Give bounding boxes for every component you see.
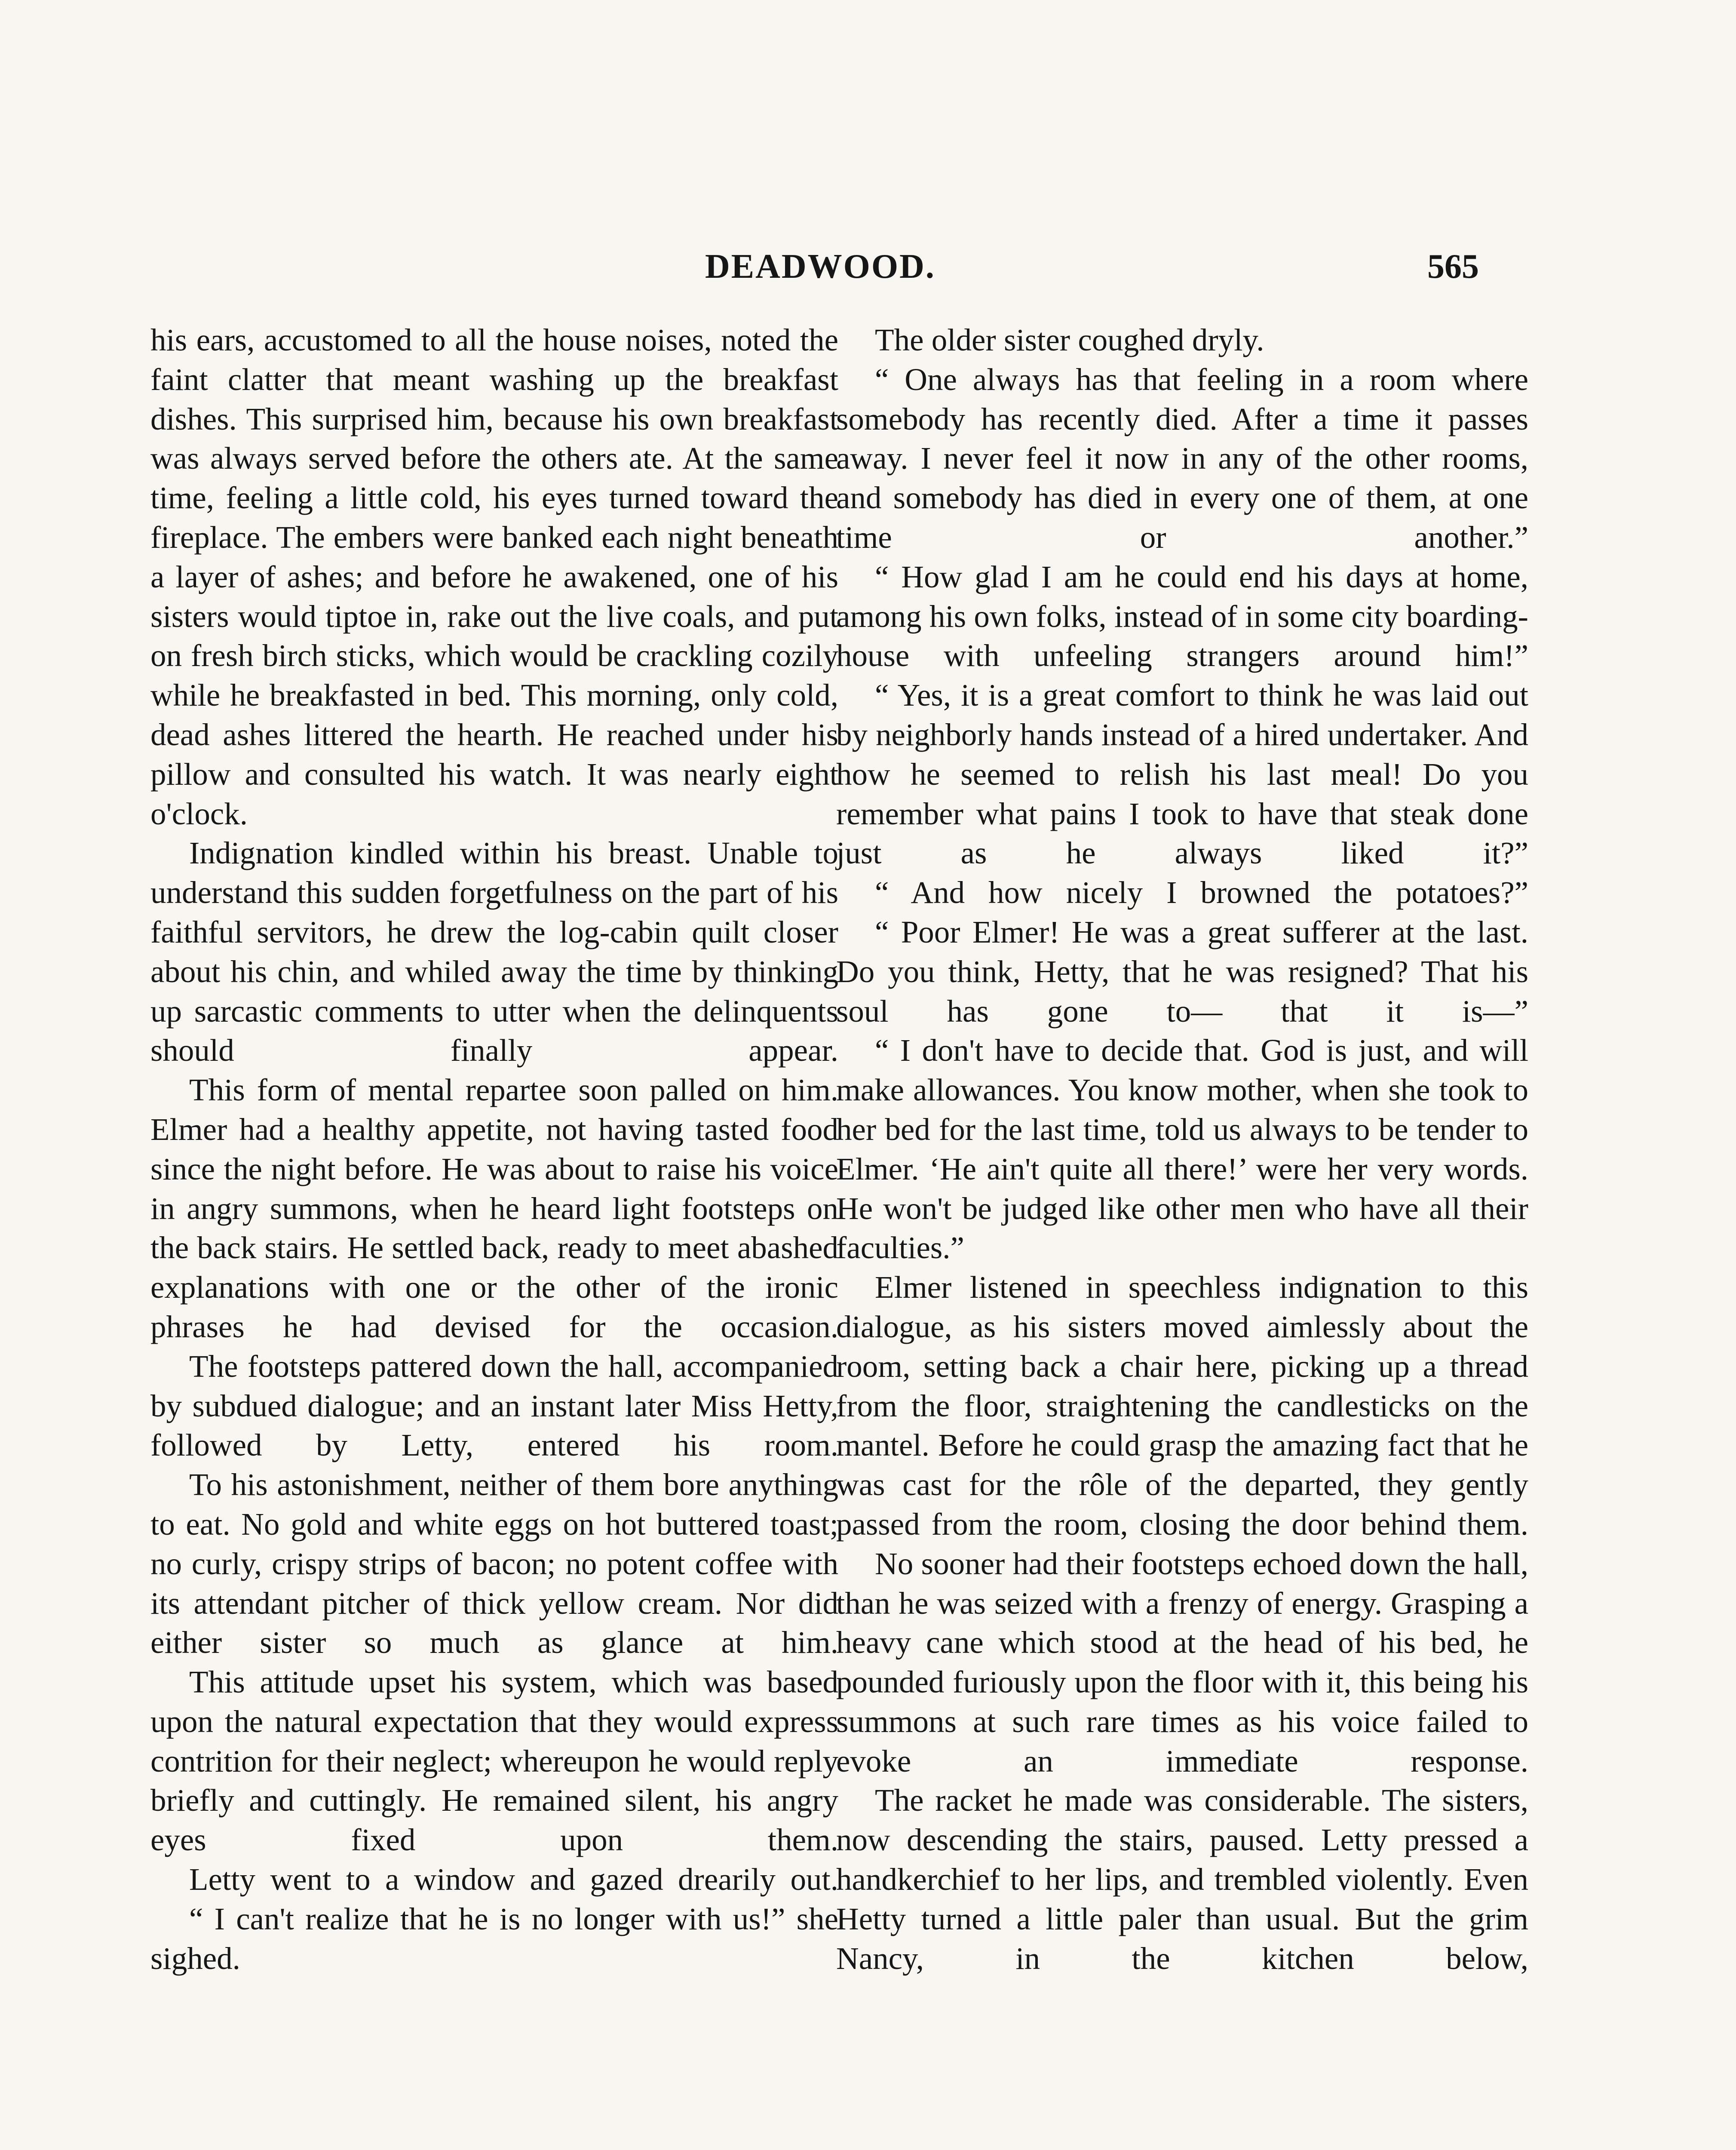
left-text-column: [150, 320, 838, 1978]
paragraph: This attitude upset his system, which was based upon the natural expectation that they would express contrition for their neglect; whereupon he would reply briefly and cuttingly. He remained silent, his angry eyes fixed upon them.: [150, 1665, 838, 1858]
page-number: 565: [1427, 248, 1479, 286]
paragraph: The footsteps pattered down the hall, accompanied by subdued dialogue; and an instant later Miss Hetty, followed by Letty, entered his room.: [150, 1348, 838, 1463]
paragraph: “ Yes, it is a great comfort to think he was laid out by neighborly hands instead of a hired undertaker. And how he seemed to relish his last meal! Do you remember what pains I took to have that steak done just as he always liked it?”: [836, 678, 1528, 871]
paragraph: This form of mental repartee soon palled on him. Elmer had a healthy appetite, not having tasted food since the night before. He was about to raise his voice in angry summons, when he heard light footsteps on the back stairs. He settled back, ready to meet abashed explanations with one or the other of the ironic phrases he had devised for the occasion.: [150, 1072, 838, 1344]
paragraph: To his astonishment, neither of them bore anything to eat. No gold and white eggs on hot buttered toast; no curly, crispy strips of bacon; no potent coffee with its attendant pitcher of thick yellow cream. Nor did either sister so much as glance at him.: [150, 1467, 838, 1660]
paragraph: The older sister coughed dryly.: [875, 322, 1264, 357]
paragraph: “ I don't have to decide that. God is just, and will make allowances. You know mother, when she took to her bed for the last time, told us always to be tender to Elmer. ‘He ain't quite all there!’ were her very words. He won't be judged like other men who have all their faculties.”: [836, 1033, 1528, 1265]
paragraph: “ And how nicely I browned the potatoes?”: [875, 875, 1528, 910]
running-header-title: DEADWOOD.: [705, 248, 935, 286]
paragraph: Indignation kindled within his breast. Unable to understand this sudden forgetfulness on the part of his faithful servitors, he drew the log-cabin quilt closer about his chin, and whiled away the time by thinking up sarcastic comments to utter when the delinquents should finally appear.: [150, 835, 838, 1068]
paragraph: his ears, accustomed to all the house noises, noted the faint clatter that meant washing up the breakfast dishes. This surprised him, because his own breakfast was always served before the others ate. At the same time, feeling a little cold, his eyes turned toward the fireplace. The embers were banked each night beneath a layer of ashes; and before he awakened, one of his sisters would tiptoe in, rake out the live coals, and put on fresh birch sticks, which would be crackling cozily while he breakfasted in bed. This morning, only cold, dead ashes littered the hearth. He reached under his pillow and consulted his watch. It was nearly eight o'clock.: [150, 322, 838, 831]
right-text-column: [836, 320, 1528, 1978]
paragraph: “ How glad I am he could end his days at home, among his own folks, instead of in some city boarding-house with unfeeling strangers around him!”: [836, 559, 1528, 673]
paragraph: Elmer listened in speechless indignation to this dialogue, as his sisters moved aimlessly about the room, setting back a chair here, picking up a thread from the floor, straightening the candlesticks on the mantel. Before he could grasp the amazing fact that he was cast for the rôle of the departed, they gently passed from the room, closing the door behind them.: [836, 1270, 1528, 1542]
paragraph: “ I can't realize that he is no longer with us!” she sighed.: [150, 1901, 838, 1976]
paragraph: The racket he made was considerable. The sisters, now descending the stairs, paused. Letty pressed a handkerchief to her lips, and trembled violently. Even Hetty turned a little paler than usual. But the grim Nancy, in the kitchen below,: [836, 1783, 1528, 1976]
paragraph: Letty went to a window and gazed drearily out.: [189, 1862, 838, 1897]
paragraph: “ Poor Elmer! He was a great sufferer at the last. Do you think, Hetty, that he was resigned? That his soul has gone to— that it is—”: [836, 914, 1528, 1029]
paragraph: No sooner had their footsteps echoed down the hall, than he was seized with a frenzy of energy. Grasping a heavy cane which stood at the head of his bed, he pounded furiously upon the floor with it, this being his summons at such rare times as his voice failed to evoke an immediate response.: [836, 1546, 1528, 1778]
paragraph: “ One always has that feeling in a room where somebody has recently died. After a time it passes away. I never feel it now in any of the other rooms, and somebody has died in every one of them, at one time or another.”: [836, 362, 1528, 555]
